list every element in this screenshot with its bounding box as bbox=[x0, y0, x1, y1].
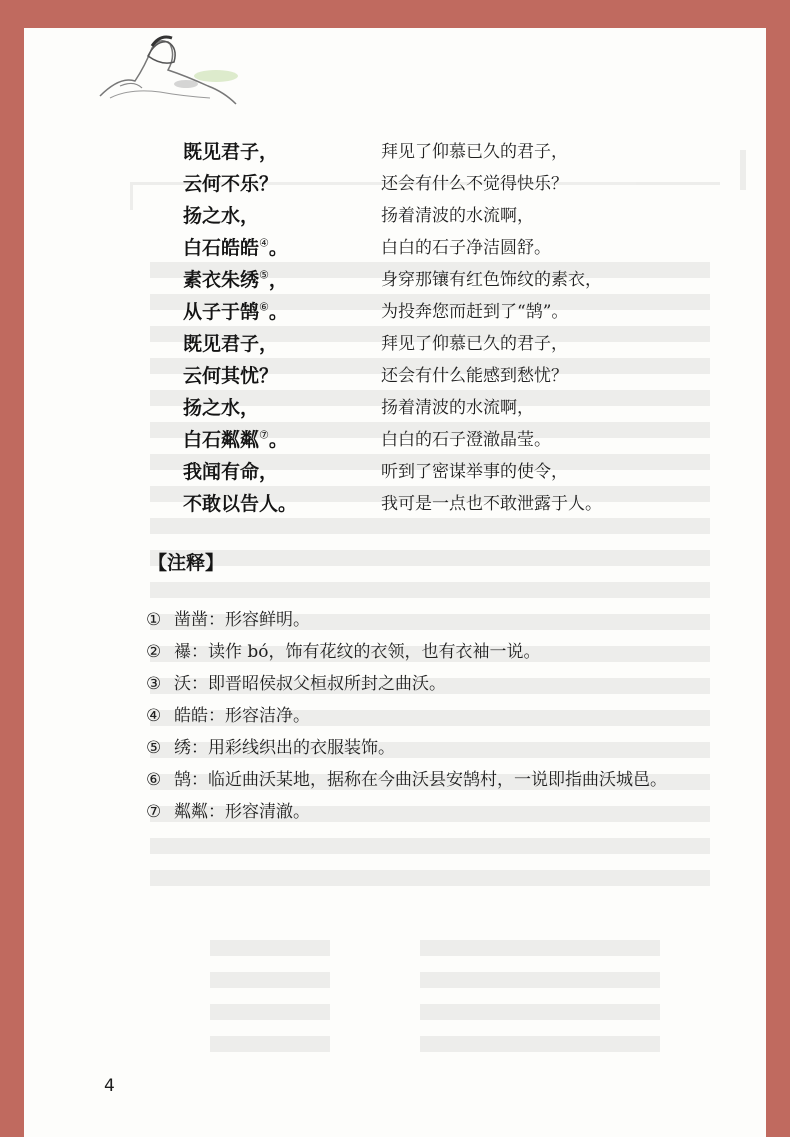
notes-heading: 【注释】 bbox=[148, 552, 225, 574]
original-text: 白石粼粼⑦。 bbox=[183, 428, 288, 451]
poem-line bbox=[0, 138, 790, 170]
original-text: 既见君子， bbox=[183, 333, 279, 355]
translation-text: 拜见了仰慕已久的君子， bbox=[381, 142, 568, 162]
translation-text: 还会有什么能感到愁忧？ bbox=[381, 366, 568, 386]
translation-text: 白白的石子净洁圆舒。 bbox=[381, 238, 551, 258]
poem-line bbox=[0, 394, 790, 426]
translation-text: 为投奔您而赶到了“鹄”。 bbox=[381, 302, 569, 322]
original-text: 我闻有命， bbox=[183, 461, 279, 483]
poem-line bbox=[0, 458, 790, 490]
note-text: 沃：即晋昭侯叔父桓叔所封之曲沃。 bbox=[174, 674, 446, 694]
poem-line bbox=[0, 298, 790, 330]
note-item bbox=[146, 638, 541, 666]
note-number: ③ bbox=[146, 674, 162, 694]
note-number: ⑤ bbox=[146, 738, 162, 758]
poem-line bbox=[0, 362, 790, 394]
translation-text: 我可是一点也不敢泄露于人。 bbox=[381, 494, 602, 514]
poem-line bbox=[0, 234, 790, 266]
note-item bbox=[146, 606, 310, 634]
translation-text: 拜见了仰慕已久的君子， bbox=[381, 334, 568, 354]
translation-text: 扬着清波的水流啊， bbox=[381, 398, 534, 418]
note-item bbox=[146, 670, 446, 698]
poem-line bbox=[0, 330, 790, 362]
poem-line bbox=[0, 202, 790, 234]
note-text: 凿凿：形容鲜明。 bbox=[174, 610, 310, 630]
note-number: ② bbox=[146, 642, 162, 662]
original-text: 云何其忧？ bbox=[183, 365, 279, 387]
original-text: 云何不乐？ bbox=[183, 173, 279, 195]
note-reference: ⑤ bbox=[259, 268, 269, 282]
poem-line bbox=[0, 170, 790, 202]
note-text: 粼粼：形容清澈。 bbox=[174, 802, 310, 822]
note-text: 皓皓：形容洁净。 bbox=[174, 706, 310, 726]
translation-text: 听到了密谋举事的使令， bbox=[381, 462, 568, 482]
translation-text: 白白的石子澄澈晶莹。 bbox=[381, 430, 551, 450]
note-item bbox=[146, 766, 667, 794]
note-number: ⑥ bbox=[146, 770, 162, 790]
translation-text: 还会有什么不觉得快乐？ bbox=[381, 174, 568, 194]
poem-line bbox=[0, 266, 790, 298]
note-number: ④ bbox=[146, 706, 162, 726]
poem-line bbox=[0, 490, 790, 522]
original-text: 既见君子， bbox=[183, 141, 279, 163]
note-number: ① bbox=[146, 610, 162, 630]
original-text: 白石皓皓④。 bbox=[183, 236, 288, 259]
original-text: 素衣朱绣⑤， bbox=[183, 268, 288, 291]
translation-text: 身穿那镶有红色饰纹的素衣， bbox=[381, 270, 602, 290]
note-number: ⑦ bbox=[146, 802, 162, 822]
original-text: 不敢以告人。 bbox=[183, 493, 298, 515]
note-item bbox=[146, 798, 310, 826]
page-number: 4 bbox=[104, 1076, 115, 1096]
translation-text: 扬着清波的水流啊， bbox=[381, 206, 534, 226]
note-text: 绣：用彩线织出的衣服装饰。 bbox=[174, 738, 395, 758]
note-text: 襮：读作 bó，饰有花纹的衣领，也有衣袖一说。 bbox=[174, 642, 541, 662]
original-text: 扬之水， bbox=[183, 397, 260, 419]
note-text: 鹄：临近曲沃某地，据称在今曲沃县安鹄村，一说即指曲沃城邑。 bbox=[174, 770, 667, 790]
original-text: 从子于鹄⑥。 bbox=[183, 300, 288, 323]
poem-line bbox=[0, 426, 790, 458]
note-item bbox=[146, 734, 395, 762]
original-text: 扬之水， bbox=[183, 205, 260, 227]
note-reference: ⑦ bbox=[259, 428, 269, 442]
note-reference: ④ bbox=[259, 236, 269, 250]
note-reference: ⑥ bbox=[259, 300, 269, 314]
note-item bbox=[146, 702, 310, 730]
